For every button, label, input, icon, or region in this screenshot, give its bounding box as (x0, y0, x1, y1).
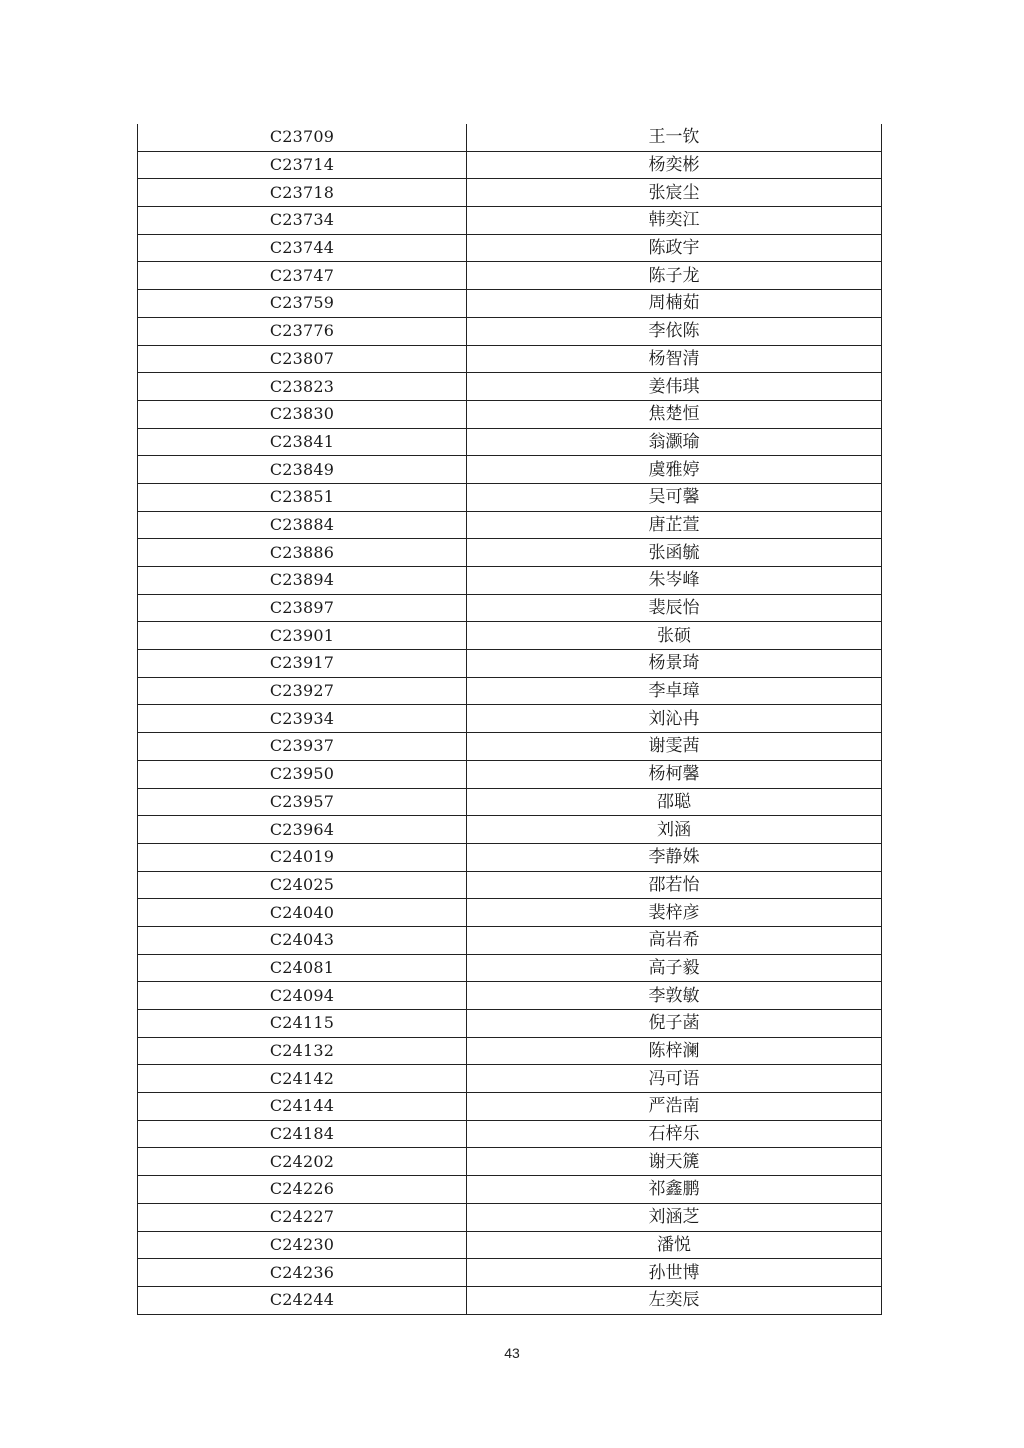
table-row (138, 373, 882, 401)
student-name-cell: 严浩南 (467, 1093, 882, 1121)
table-row (138, 234, 882, 262)
student-id-cell: C24019 (138, 843, 467, 871)
student-name-cell: 孙世博 (467, 1259, 882, 1287)
student-name-cell: 朱岑峰 (467, 567, 882, 595)
table-row (138, 650, 882, 678)
student-name-cell: 谢天篪 (467, 1148, 882, 1176)
student-id-cell: C23884 (138, 511, 467, 539)
page-number: 43 (504, 1345, 520, 1361)
student-id-cell: C24043 (138, 926, 467, 954)
student-id-cell: C24230 (138, 1231, 467, 1259)
student-id-cell: C23807 (138, 345, 467, 373)
student-name-cell: 虞雅婷 (467, 456, 882, 484)
student-id-cell: C23709 (138, 124, 467, 151)
student-name-cell: 倪子菡 (467, 1010, 882, 1038)
student-id-cell: C23950 (138, 760, 467, 788)
student-name-cell: 邵若怡 (467, 871, 882, 899)
student-name-cell: 刘涵芝 (467, 1203, 882, 1231)
student-name-cell: 高岩希 (467, 926, 882, 954)
student-id-cell: C23776 (138, 317, 467, 345)
student-name-cell: 祁鑫鹏 (467, 1176, 882, 1204)
student-name-cell: 高子毅 (467, 954, 882, 982)
table-row (138, 1176, 882, 1204)
student-id-cell: C23937 (138, 733, 467, 761)
table-row (138, 1120, 882, 1148)
roster-table-body (138, 124, 882, 1314)
student-name-cell: 杨景琦 (467, 650, 882, 678)
student-name-cell: 李卓璋 (467, 677, 882, 705)
table-row (138, 262, 882, 290)
student-name-cell: 李敦敏 (467, 982, 882, 1010)
student-name-cell: 李静姝 (467, 843, 882, 871)
student-id-cell: C24144 (138, 1093, 467, 1121)
student-id-cell: C23747 (138, 262, 467, 290)
table-row (138, 1286, 882, 1314)
student-id-cell: C23957 (138, 788, 467, 816)
student-name-cell: 周楠茹 (467, 290, 882, 318)
student-id-cell: C23759 (138, 290, 467, 318)
student-name-cell: 翁灏瑜 (467, 428, 882, 456)
table-row (138, 843, 882, 871)
table-row (138, 705, 882, 733)
student-id-cell: C24025 (138, 871, 467, 899)
student-name-cell: 杨奕彬 (467, 151, 882, 179)
student-id-cell: C23886 (138, 539, 467, 567)
student-id-cell: C24094 (138, 982, 467, 1010)
student-name-cell: 张硕 (467, 622, 882, 650)
table-row (138, 788, 882, 816)
student-id-cell: C24236 (138, 1259, 467, 1287)
student-id-cell: C24132 (138, 1037, 467, 1065)
table-row (138, 483, 882, 511)
student-name-cell: 杨智清 (467, 345, 882, 373)
student-name-cell: 潘悦 (467, 1231, 882, 1259)
table-row (138, 207, 882, 235)
table-row (138, 539, 882, 567)
table-row (138, 1065, 882, 1093)
student-id-cell: C23714 (138, 151, 467, 179)
table-row (138, 816, 882, 844)
student-name-cell: 裴辰怡 (467, 594, 882, 622)
student-id-cell: C23927 (138, 677, 467, 705)
table-row (138, 151, 882, 179)
student-name-cell: 姜伟琪 (467, 373, 882, 401)
student-name-cell: 陈政宇 (467, 234, 882, 262)
student-name-cell: 左奕辰 (467, 1286, 882, 1314)
student-id-cell: C23734 (138, 207, 467, 235)
table-row (138, 124, 882, 151)
student-name-cell: 唐芷萱 (467, 511, 882, 539)
student-id-cell: C23823 (138, 373, 467, 401)
table-row (138, 428, 882, 456)
table-row (138, 1203, 882, 1231)
student-name-cell: 邵聪 (467, 788, 882, 816)
student-id-cell: C24227 (138, 1203, 467, 1231)
table-row (138, 594, 882, 622)
student-id-cell: C24226 (138, 1176, 467, 1204)
table-row (138, 1010, 882, 1038)
student-id-cell: C23917 (138, 650, 467, 678)
student-id-cell: C23901 (138, 622, 467, 650)
student-id-cell: C23744 (138, 234, 467, 262)
table-row (138, 179, 882, 207)
student-name-cell: 冯可语 (467, 1065, 882, 1093)
table-row (138, 345, 882, 373)
table-row (138, 511, 882, 539)
student-name-cell: 张宸尘 (467, 179, 882, 207)
student-name-cell: 陈子龙 (467, 262, 882, 290)
student-name-cell: 韩奕江 (467, 207, 882, 235)
table-row (138, 760, 882, 788)
student-id-cell: C24142 (138, 1065, 467, 1093)
student-name-cell: 谢雯茜 (467, 733, 882, 761)
table-row (138, 926, 882, 954)
student-name-cell: 杨柯馨 (467, 760, 882, 788)
student-id-cell: C23841 (138, 428, 467, 456)
table-row (138, 871, 882, 899)
student-id-cell: C23830 (138, 400, 467, 428)
table-row (138, 1148, 882, 1176)
table-row (138, 982, 882, 1010)
student-name-cell: 王一钦 (467, 124, 882, 151)
student-id-cell: C24081 (138, 954, 467, 982)
table-row (138, 290, 882, 318)
student-id-cell: C24040 (138, 899, 467, 927)
student-id-cell: C23849 (138, 456, 467, 484)
table-row (138, 622, 882, 650)
student-name-cell: 焦楚恒 (467, 400, 882, 428)
table-row (138, 733, 882, 761)
student-name-cell: 刘涵 (467, 816, 882, 844)
table-row (138, 954, 882, 982)
student-id-cell: C23934 (138, 705, 467, 733)
student-name-cell: 石梓乐 (467, 1120, 882, 1148)
table-row (138, 1259, 882, 1287)
student-id-cell: C23718 (138, 179, 467, 207)
table-row (138, 1037, 882, 1065)
table-row (138, 899, 882, 927)
table-row (138, 1231, 882, 1259)
student-name-cell: 裴梓彦 (467, 899, 882, 927)
student-id-cell: C23897 (138, 594, 467, 622)
student-name-cell: 吴可馨 (467, 483, 882, 511)
table-row (138, 677, 882, 705)
student-id-cell: C23851 (138, 483, 467, 511)
student-name-cell: 刘沁冉 (467, 705, 882, 733)
student-id-cell: C23964 (138, 816, 467, 844)
student-name-cell: 陈梓澜 (467, 1037, 882, 1065)
student-id-cell: C24184 (138, 1120, 467, 1148)
table-row (138, 317, 882, 345)
table-row (138, 1093, 882, 1121)
student-id-cell: C23894 (138, 567, 467, 595)
student-name-cell: 张函毓 (467, 539, 882, 567)
student-id-cell: C24202 (138, 1148, 467, 1176)
table-row (138, 400, 882, 428)
table-row (138, 456, 882, 484)
student-id-cell: C24115 (138, 1010, 467, 1038)
table-row (138, 567, 882, 595)
roster-table (137, 124, 882, 1315)
student-name-cell: 李依陈 (467, 317, 882, 345)
student-id-cell: C24244 (138, 1286, 467, 1314)
